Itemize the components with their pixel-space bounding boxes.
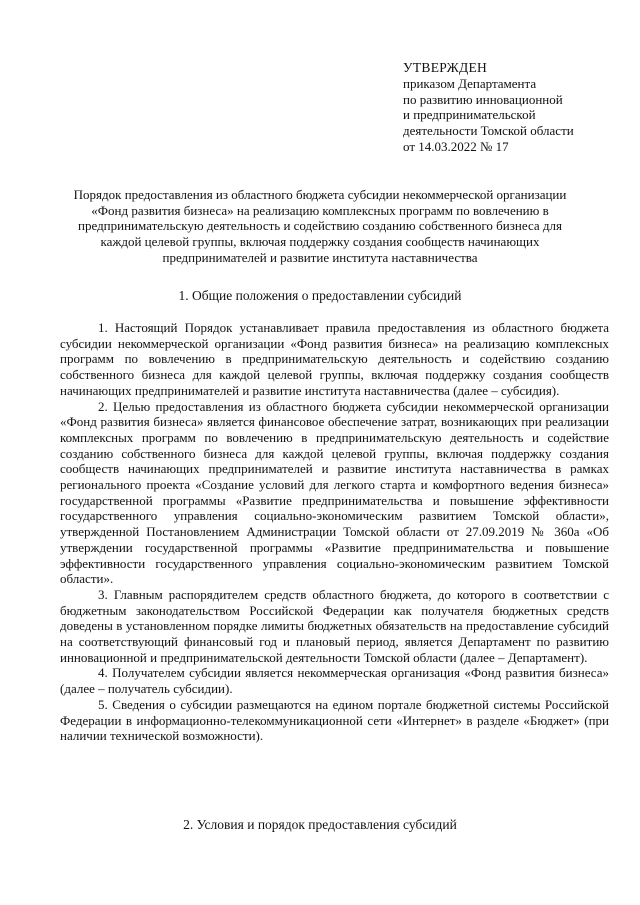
document-title-line: каждой целевой группы, включая поддержку создания сообществ начинающих bbox=[100, 234, 540, 250]
section-heading-general: 1. Общие положения о предоставлении субсидий bbox=[178, 288, 462, 303]
paragraph-2: 2. Целью предоставления из областного бюджета субсидии некоммерческой организации «Фонд развития бизнеса» является финансовое обеспечение затрат, возникающих при реализации комплексных программ по вовлечению в предпринимательскую деятельность и содействие созданию собственного бизнеса для каждой целевой группы, включая поддержку создания сообществ начинающих предпринимателей и развитие института наставничества в рамках регионального проекта «Создание условий для легкого старта и комфортного ведения бизнеса» государственной программы «Развитие предпринимательства и повышение эффективности государственного управления социально-экономическим развитием Томской области», утвержденной Постановлением Администрации Томской области от 27.09.2019 № 360а «Об утверждении государственной программы «Развитие предпринимательства и повышение эффективности государственного управления социально-экономическим развитием Томской области». bbox=[60, 398, 609, 587]
approval-line: и предпринимательской bbox=[403, 107, 536, 123]
approval-block bbox=[403, 60, 633, 155]
section-heading-conditions: 2. Условия и порядок предоставления субсидий bbox=[183, 817, 457, 832]
approval-title: УТВЕРЖДЕН bbox=[403, 60, 488, 75]
document-title-line: предпринимательскую деятельность и содействию созданию собственного бизнеса для bbox=[78, 218, 562, 234]
paragraph-3: 3. Главным распорядителем средств областного бюджета, до которого в соответствии с бюджетным законодательством Российской Федерации как получателя бюджетных средств доведены в установленном порядке лимиты бюджетных обязательств на предоставление субсидий на соответствующий финансовый год и плановый период, является Департамент по развитию инновационной и предпринимательской деятельности Томской области (далее – Департамент). bbox=[60, 586, 609, 665]
approval-line: по развитию инновационной bbox=[403, 91, 563, 107]
document-title bbox=[56, 187, 584, 266]
approval-line: приказом Департамента bbox=[403, 75, 537, 91]
paragraph-4: 4. Получателем субсидии является некоммерческая организация «Фонд развития бизнеса» (далее – получатель субсидии). bbox=[60, 665, 609, 697]
paragraph-1: 1. Настоящий Порядок устанавливает правила предоставления из областного бюджета субсидии некоммерческой организации «Фонд развития бизнеса» на реализацию комплексных программ по вовлечению в предпринимательскую деятельность и содействию созданию собственного бизнеса для каждой целевой группы, включая поддержку создания сообществ начинающих предпринимателей и развитие института наставничества (далее – субсидия). bbox=[60, 320, 609, 398]
document-title-line: Порядок предоставления из областного бюджета субсидии некоммерческой организации bbox=[73, 187, 567, 202]
document-title-line: «Фонд развития бизнеса» на реализацию комплексных программ по вовлечению в bbox=[91, 202, 549, 218]
approval-line: деятельности Томской области bbox=[403, 123, 574, 139]
paragraph-5: 5. Сведения о субсидии размещаются на едином портале бюджетной системы Российской Федерации в информационно-телекоммуникационной сети «Интернет» в разделе «Бюджет» (при наличии технической возможности). bbox=[60, 696, 609, 744]
document-title-line: предпринимателей и развитие института наставничества bbox=[162, 249, 478, 265]
approval-line: от 14.03.2022 № 17 bbox=[403, 138, 509, 154]
general-provisions bbox=[60, 320, 609, 744]
